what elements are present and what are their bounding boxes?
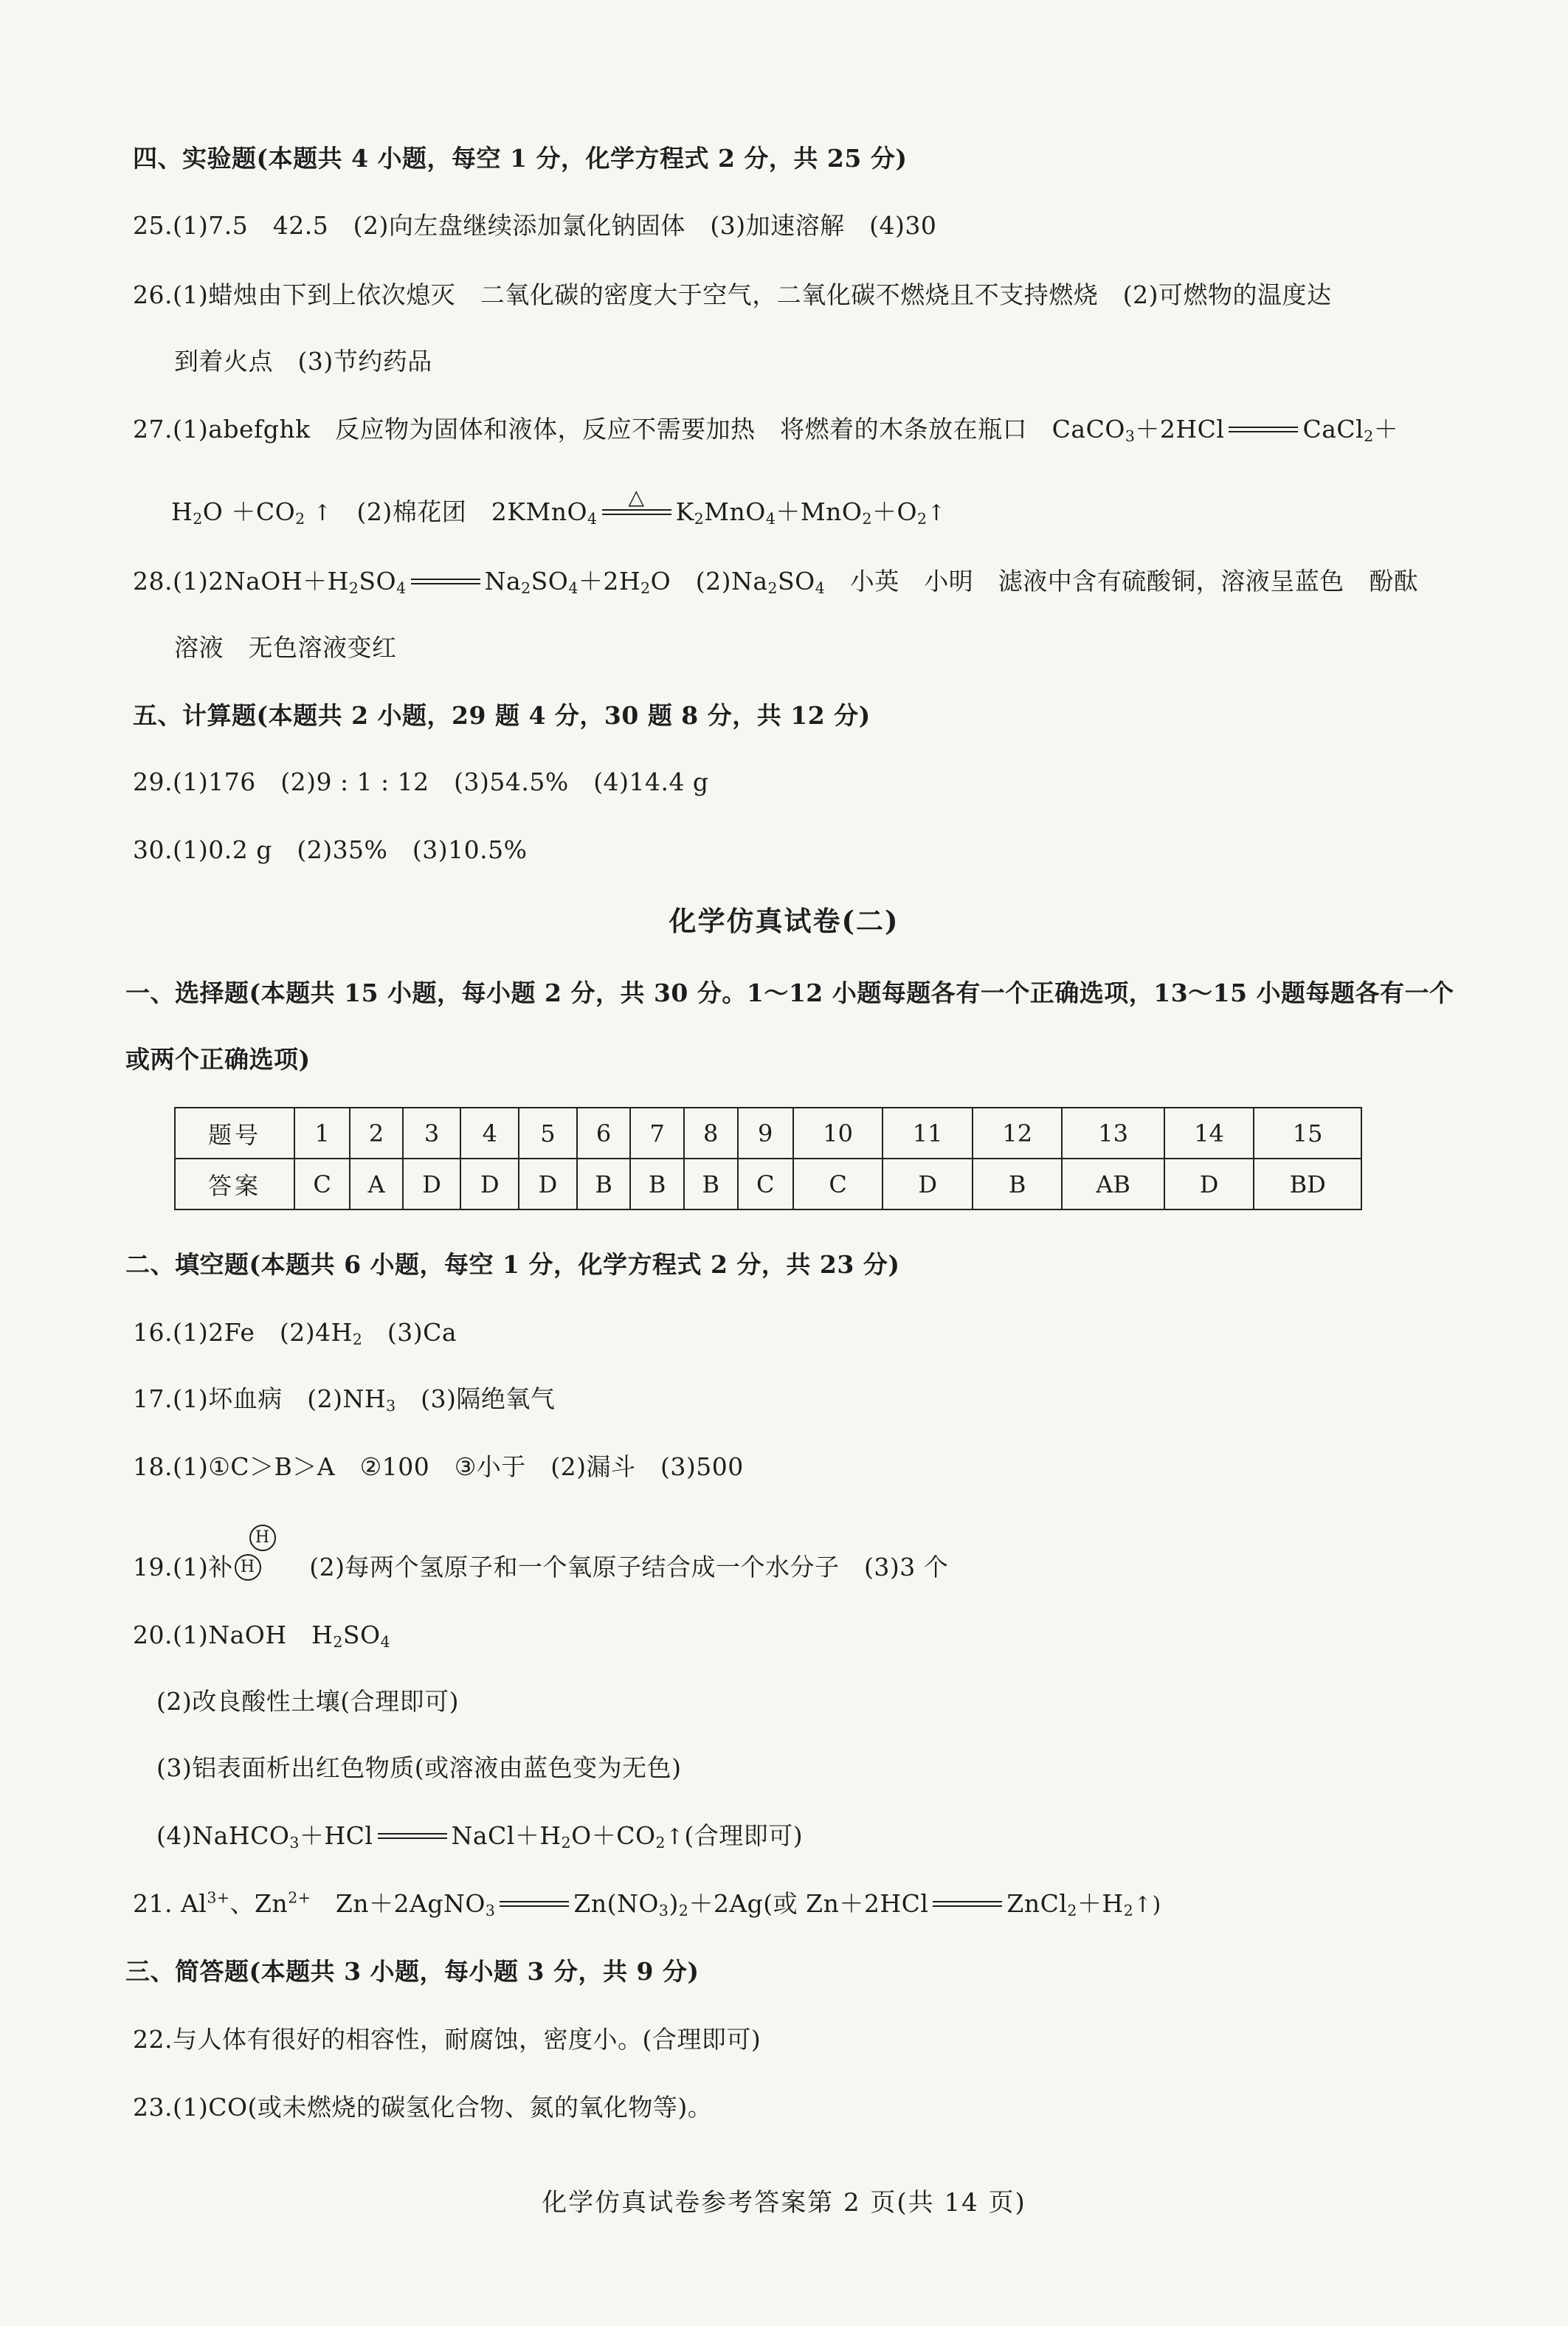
table-cell: D — [519, 1159, 577, 1209]
table-cell: 8 — [684, 1108, 738, 1159]
answer-q21: 21. $Al^{3+}$、$Zn^{2+}$ Zn＋2AgNO$_3$ $Zn(NO_3)_2+2Ag$(或 Zn＋2HCl $ZnCl_2+H_2↑$) — [133, 1888, 1161, 1920]
table-cell: 1 — [294, 1108, 350, 1159]
table-header-question-number: 题号 — [175, 1108, 294, 1159]
table-cell: 7 — [630, 1108, 684, 1159]
section4-heading: 四、实验题(本题共 4 小题，每空 1 分，化学方程式 2 分，共 25 分) — [133, 144, 908, 173]
answer-q18: 18.(1)①C＞B＞A ②100 ③小于 (2)漏斗 (3)500 — [133, 1452, 744, 1481]
equation-sign — [373, 1821, 452, 1851]
exam2-section3-heading: 三、简答题(本题共 3 小题，每小题 3 分，共 9 分) — [125, 1957, 700, 1986]
table-cell: 6 — [577, 1108, 631, 1159]
page-footer: 化学仿真试卷参考答案第 2 页(共 14 页) — [542, 2188, 1026, 2218]
answer-q27-line2: $H_2O +CO_2$ ↑ (2)棉花团 2KMnO$_4$ △ $K_2MnO_4+MnO_2+O_2↑$ — [171, 485, 946, 528]
answer-q20-line4: (4)NaHCO$_3$＋HCl $NaCl+H_2O+CO_2↑$(合理即可) — [156, 1821, 804, 1852]
table-row-numbers — [175, 1108, 1361, 1159]
table-cell: 2 — [350, 1108, 402, 1159]
equation-sign — [495, 1889, 573, 1919]
answer-q30: 30.(1)0.2 g (2)35% (3)10.5% — [133, 835, 528, 864]
table-header-answer: 答案 — [175, 1159, 294, 1209]
table-cell: 5 — [519, 1108, 577, 1159]
table-cell: B — [630, 1159, 684, 1209]
equation-sign — [928, 1889, 1006, 1919]
table-cell: A — [350, 1159, 402, 1209]
table-cell: B — [973, 1159, 1063, 1209]
table-cell: D — [460, 1159, 519, 1209]
table-cell: AB — [1062, 1159, 1164, 1209]
table-cell: C — [793, 1159, 883, 1209]
hydrogen-atom-icon: H — [235, 1554, 261, 1581]
heating-equation-sign: △ — [598, 497, 676, 527]
exam2-section1-heading-line1: 一、选择题(本题共 15 小题，每小题 2 分，共 30 分。1～12 小题每题各有一个正确选项，13～15 小题每题各有一个 — [125, 979, 1454, 1007]
table-cell: D — [403, 1159, 461, 1209]
answer-q25: 25.(1)7.5 42.5 (2)向左盘继续添加氯化钠固体 (3)加速溶解 (4)30 — [133, 211, 937, 240]
exam2-section1-heading-line2: 或两个正确选项) — [125, 1045, 311, 1074]
answer-table — [174, 1107, 1362, 1210]
table-cell: 3 — [403, 1108, 461, 1159]
table-cell: 14 — [1164, 1108, 1254, 1159]
answer-q26-line1: 26.(1)蜡烛由下到上依次熄灭 二氧化碳的密度大于空气，二氧化碳不燃烧且不支持燃烧 (2)可燃物的温度达 — [133, 280, 1332, 309]
exam2-section2-heading: 二、填空题(本题共 6 小题，每空 1 分，化学方程式 2 分，共 23 分) — [125, 1250, 900, 1279]
section5-heading: 五、计算题(本题共 2 小题，29 题 4 分，30 题 8 分，共 12 分) — [133, 701, 871, 730]
answer-q23: 23.(1)CO(或未燃烧的碳氢化合物、氮的氧化物等)。 — [133, 2093, 713, 2122]
table-cell: 15 — [1254, 1108, 1361, 1159]
table-cell: B — [577, 1159, 631, 1209]
answer-q22: 22.与人体有很好的相容性，耐腐蚀，密度小。(合理即可) — [133, 2025, 761, 2054]
table-cell: C — [738, 1159, 793, 1209]
table-row-answers — [175, 1159, 1361, 1209]
table-cell: 9 — [738, 1108, 793, 1159]
answer-q17: 17.(1)坏血病 $(2)NH_3$ (3)隔绝氧气 — [133, 1384, 556, 1415]
answer-q16: 16.(1)2Fe $(2)4H_2$ (3)Ca — [133, 1318, 457, 1349]
table-cell: BD — [1254, 1159, 1361, 1209]
hydrogen-atom-icon: H — [249, 1525, 276, 1551]
answer-q19: 19.(1)补 H H (2)每两个氢原子和一个氧原子结合成一个水分子 (3)3 个 — [133, 1553, 948, 1582]
exam2-title: 化学仿真试卷(二) — [669, 905, 899, 937]
table-cell: D — [883, 1159, 973, 1209]
answer-q26-line2: 到着火点 (3)节约药品 — [174, 347, 432, 376]
table-cell: 13 — [1062, 1108, 1164, 1159]
table-cell: 4 — [460, 1108, 519, 1159]
answer-q20-line1: 20.(1)NaOH $H_2SO_4$ — [133, 1621, 391, 1652]
answer-q28-line1: $28.(1)2NaOH+H_2SO_4$ $Na_2SO_4+2H_2O$ $(2)Na_2SO_4$ 小英 小明 滤液中含有硫酸铜，溶液呈蓝色 酚酞 — [133, 567, 1419, 598]
table-cell: 12 — [973, 1108, 1063, 1159]
answer-q27-line1: 27.(1)abefghk 反应物为固体和液体，反应不需要加热 将燃着的木条放在瓶口 CaCO$_3$＋2HCl CaCl$_2$＋ — [133, 415, 1399, 446]
table-cell: 10 — [793, 1108, 883, 1159]
table-cell: D — [1164, 1159, 1254, 1209]
table-cell: C — [294, 1159, 350, 1209]
equation-sign — [1224, 415, 1302, 444]
answer-q28-line2: 溶液 无色溶液变红 — [174, 633, 397, 662]
answer-q20-line3: (3)铝表面析出红色物质(或溶液由蓝色变为无色) — [156, 1753, 682, 1782]
table-cell: B — [684, 1159, 738, 1209]
table-cell: 11 — [883, 1108, 973, 1159]
answer-q29: 29.(1)176 (2)9 : 1 : 12 (3)54.5% (4)14.4 g — [133, 767, 709, 796]
equation-sign — [407, 567, 485, 596]
hydrogen-atom-diagram — [233, 1528, 285, 1582]
answer-q20-line2: (2)改良酸性土壤(合理即可) — [156, 1687, 459, 1716]
